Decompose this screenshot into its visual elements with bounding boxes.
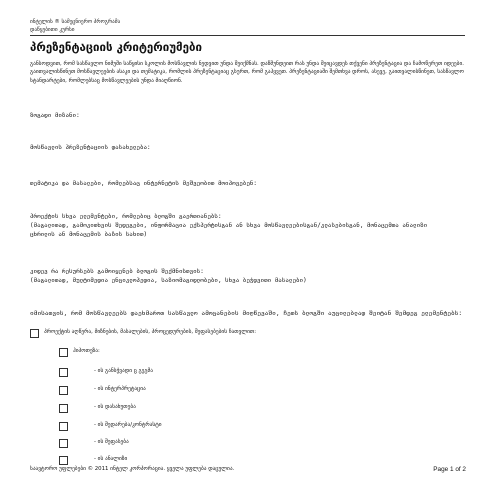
assessment-intro: იმისათვის, რომ მოსწავლეებს დაეხმაროთ სასწავლო ამოცანების მიღწევაში, ჩეთს ბლოგში აუცილებლად შეიტან შემდეგ ელემენტებს:: [30, 310, 463, 317]
page-number: Page 1 of 2: [433, 466, 466, 473]
checkbox-sub-1[interactable]: [59, 368, 68, 377]
checklist-label-project-description: პროექტის აღწერა, მიზნების, მასალების, პროცედურების, შეფასებების ჩათვლით:: [44, 329, 257, 335]
checkbox-project-description[interactable]: [30, 329, 39, 338]
presentation-title-label: მოსწავლის პრეზენტაციის დასახელება:: [30, 145, 151, 151]
resources-label: კიდევ რა რესურსებს გამოიყენებ ბლოგის შექმნისთვის:: [30, 269, 204, 275]
topics-label: თემატიკა და მასალები, რომლებსაც ინტერნეტის მეშვეობით მოიპოვებენ:: [30, 181, 257, 187]
resources-hint: (მაგალითად, მულტიმედია ენციკლოპედია, საზიომაგიდლობები, სხვა ბეჭდვითი მასალები): [30, 278, 307, 284]
intro-paragraph: განსოდვით, რომ სასწავლო ნიმუში საწყისი სკოლის მოსწავლის ნედვით უნდა შეიქმნას. დაწმუნდეით რას უნდა შეიცავდეს თქვენი პრეზენტაცია და ჩამოწერეთ იდეები. გაითვალისწინეთ მოსწავლეების ასაკი და თემატიკა, რომლის პრეზენტაციაც გსურთ, რომ გაჰყვეთ. პრეზენტაციაში შემთხვა დროს, ასევე, გაითვალისწინეთ, სასწავლო სტანდარტები, რომლებსაც მოსწავლეების უნდა მიაღწიონ.: [30, 61, 464, 84]
document-header: [30, 19, 120, 34]
header-course: დაწყებითი კურსი: [30, 26, 75, 33]
checkbox-sub-6[interactable]: [59, 456, 68, 465]
checkbox-sub-5[interactable]: [59, 439, 68, 448]
project-elements-label: პროექტის სხვა ელემენტები, რომლებიც ბლოგში გაერთიანებს:: [30, 214, 222, 220]
checklist-label-sub-6: - ის ანალიზი: [94, 456, 128, 462]
checklist-label-sub-1: - ის განსჭვადი ც გეგმა: [94, 368, 154, 374]
header-divider: [30, 35, 465, 36]
footer-copyright: საავტორო უფლებები © 2011 ინტელ კორპორაცია. ყველა უფლება დაცულია.: [30, 466, 235, 472]
checklist-label-sub-5: - ის შეფასება: [94, 439, 129, 445]
goal-label: ზოგადი მიზანი:: [30, 113, 80, 119]
project-elements-hint: (მაგალითად, გამოკითხვის შედეგები, ინფორმაცია ექსპერტისგან ან სხვა მოსწავლეებისგან/კლასებისგან, მონაცემთა ანალიზი ცხრილის ან მონაცემის ბაზის სახით): [30, 223, 428, 238]
checklist-label-sub-2: - ის ინტერპრეტაცია: [94, 386, 146, 392]
checkbox-sub-2[interactable]: [59, 386, 68, 395]
checkbox-sub-3[interactable]: [59, 404, 68, 413]
checklist-label-sub-4: - ის შედარება/კონტრასტი: [94, 422, 162, 428]
header-program: ინტელის ® სამეცნიერო პროგრამა: [30, 19, 121, 25]
checklist-label-hypothesis: ჰიპოთეზა:: [73, 348, 100, 354]
page-title: პრეზენტაციის კრიტერიუმები: [30, 40, 202, 54]
checkbox-hypothesis[interactable]: [59, 348, 68, 357]
checklist-label-sub-3: - ის დასახუთება: [94, 404, 136, 410]
checkbox-sub-4[interactable]: [59, 422, 68, 431]
